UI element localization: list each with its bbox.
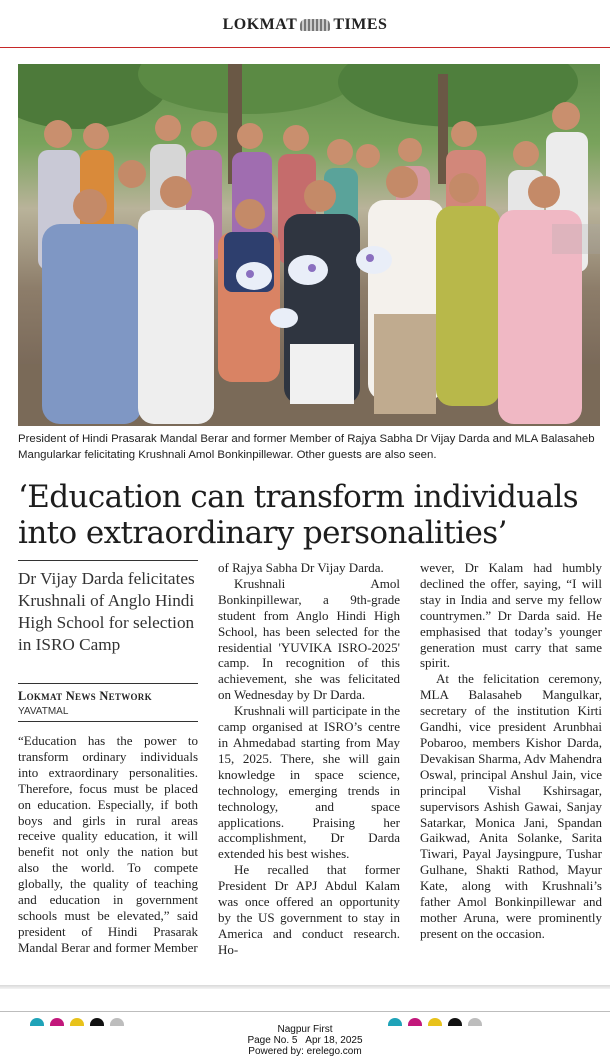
page-footer [0, 1024, 610, 1057]
subhead-top-rule [18, 560, 198, 561]
byline-top-rule [18, 683, 198, 684]
dateline: YAVATMAL [18, 706, 69, 717]
article-column-2 [218, 560, 400, 958]
footer-powered-by: Powered by: erelego.com [248, 1046, 362, 1057]
article-column-1 [18, 733, 198, 956]
logo-left-word: LOKMAT [222, 16, 298, 33]
footer-edition: Nagpur First [277, 1024, 333, 1035]
crest-icon [300, 19, 330, 31]
page-bottom-shadow [0, 985, 610, 989]
page-bottom-rule [0, 1011, 610, 1012]
photo-caption: President of Hindi Prasarak Mandal Berar and former Member of Rajya Sabha Dr Vijay Darda and MLA Balasaheb Mangularkar felicitating Krushnali Amol Bonkinpillewar. Other guests are also seen. [18, 433, 595, 461]
paragraph: wever, Dr Kalam had humbly declined the offer, saying, “I will stay in India and serve my fellow countrymen.” Dr Darda said. He emphasised that today’s younger generation must carry that same spirit. [420, 560, 602, 671]
article-headline: ‘Education can transform individuals into extraordinary personalities’ [18, 479, 579, 551]
masthead [0, 0, 610, 50]
article-subhead: Dr Vijay Darda felicitates Krushnali of Anglo Hindi High School for selection in ISRO Camp [18, 569, 195, 654]
logo-right-word: TIMES [333, 16, 388, 33]
group-photo-illustration [18, 64, 600, 426]
footer-page-date: Page No. 5 Apr 18, 2025 [247, 1035, 363, 1046]
byline-bottom-rule [18, 721, 198, 722]
paragraph: of Rajya Sabha Dr Vijay Darda. [218, 560, 384, 575]
paragraph: He recalled that former President Dr APJ Abdul Kalam was once offered an opportunity by the US government to stay in America and conduct research. Ho- [218, 862, 400, 957]
masthead-rule [0, 47, 610, 48]
byline [18, 689, 198, 704]
paragraph: Krushnali Amol Bonkinpillewar, a 9th-grade student from Anglo Hindi High School, has been selected for the residential 'YUVIKA ISRO-2025' camp. In recognition of this achievement, she was felicitated on Wednesday by Dr Darda. [218, 575, 400, 703]
newspaper-logo [223, 16, 388, 34]
paragraph: Krushnali will participate in the camp organised at ISRO’s centre in Ahmedabad starting from May 15, 2025. There, she will gain knowledge in space science, technology, emerging trends in technology, and space applications. Praising her accomplishment, Dr Darda extended his best wishes. [218, 703, 400, 862]
byline-text: Lokmat News Network [18, 689, 152, 703]
paragraph: “Education has the power to transform ordinary individuals into extraordinary personalities. Therefore, focus must be placed on education. Especially, if both boys and girls in rural areas receive quality education, it will benefit not only the nation but also the world. To compete globally, the quality of teaching and education in government schools must be elevated,” said president of Hindi Prasarak Mandal Berar and former Member [18, 733, 198, 955]
registration-marks-left [30, 1013, 130, 1021]
group-photo [18, 64, 600, 426]
article-column-3 [420, 560, 602, 942]
paragraph: At the felicitation ceremony, MLA Balasaheb Mangulkar, secretary of the institution Kirti Gandhi, vice president Arunbhai Pobaroo, members Kishor Darda, Devakisan Sharma, Adv Mahendra Oswal, principal Anshul Jain, vice principal Vishal Kshirsagar, supervisors Ashish Gawai, Sanjay Satarkar, Monica Jani, Spandan Gaikwad, Anita Solanke, Sarita Tiwari, Payal Jaysingpure, Tushar Gulhane, Shakti Rathod, Mayur Kate, along with Krushnali’s father Amol Bonkinpillewar and mother Aruna, were prominently present on the occasion. [420, 671, 602, 941]
registration-marks-right [388, 1013, 488, 1021]
